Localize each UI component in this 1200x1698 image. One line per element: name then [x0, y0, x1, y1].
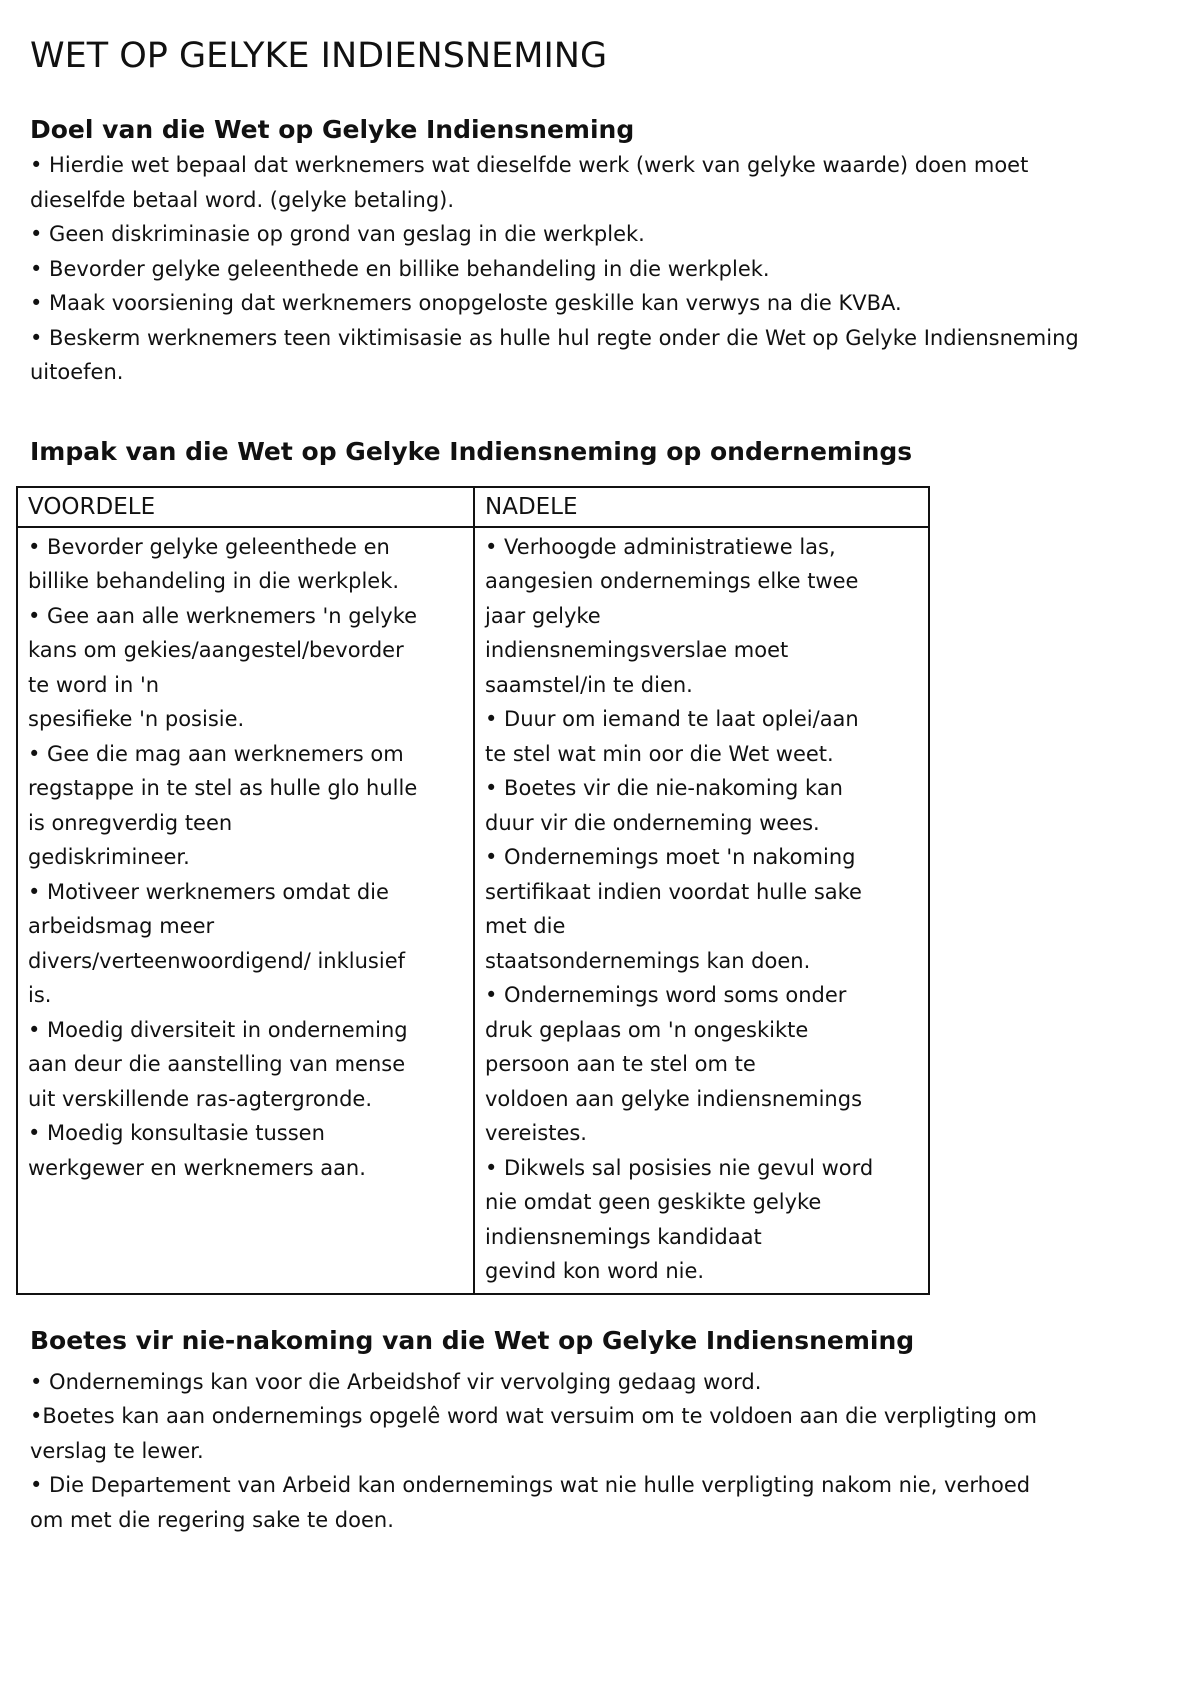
voordele-line: regstappe in te stel as hulle glo hulle — [28, 776, 418, 800]
voordele-line: • Motiveer werknemers omdat die — [28, 879, 389, 904]
nadele-line: te stel wat min oor die Wet weet. — [485, 741, 834, 766]
doel-line: • Maak voorsiening dat werknemers onopgeloste geskille kan verwys na die KVBA. — [30, 291, 902, 315]
nadele-line: indiensnemingsverslae moet — [485, 638, 789, 662]
nadele-line: • Ondernemings moet 'n nakoming — [485, 845, 856, 869]
voordele-line: • Bevorder gelyke geleenthede en — [28, 534, 390, 559]
doel-line: • Beskerm werknemers teen viktimisasie as hulle hul regte onder die Wet op Gelyke Indiensneming — [30, 325, 1079, 350]
voordele-line: uit verskillende ras-agtergronde. — [28, 1086, 373, 1111]
nadele-header: NADELE — [474, 487, 929, 527]
nadele-line: jaar gelyke — [485, 603, 601, 628]
boetes-line: • Ondernemings kan voor die Arbeidshof vir vervolging gedaag word. — [30, 1369, 762, 1394]
voordele-line: aan deur die aanstelling van mense — [28, 1052, 406, 1076]
nadele-line: nie omdat geen geskikte gelyke — [485, 1190, 822, 1214]
nadele-line: gevind kon word nie. — [485, 1259, 705, 1283]
nadele-cell — [474, 527, 929, 1294]
voordele-line: • Moedig konsultasie tussen — [28, 1121, 325, 1145]
voordele-line: te word in 'n — [28, 672, 160, 697]
boetes-line: om met die regering sake te doen. — [30, 1507, 394, 1532]
nadele-line: • Ondernemings word soms onder — [485, 983, 847, 1007]
nadele-line: • Boetes vir die nie-nakoming kan — [485, 776, 843, 800]
voordele-line: • Moedig diversiteit in onderneming — [28, 1017, 408, 1042]
section-boetes-body — [30, 1365, 1180, 1538]
voordele-line: is. — [28, 983, 52, 1007]
document-page — [30, 30, 1180, 1537]
voordele-line: • Gee die mag aan werknemers om — [28, 741, 404, 766]
nadele-line: staatsondernemings kan doen. — [485, 948, 811, 973]
boetes-line: •Boetes kan aan ondernemings opgelê word wat versuim om te voldoen aan die verpligting om — [30, 1404, 1037, 1428]
boetes-line: • Die Departement van Arbeid kan ondernemings wat nie hulle verpligting nakom nie, verhoed — [30, 1473, 1031, 1497]
table-header-row — [17, 487, 929, 527]
voordele-line: gediskrimineer. — [28, 845, 190, 869]
section-heading-boetes: Boetes vir nie-nakoming van die Wet op Gelyke Indiensneming — [30, 1325, 915, 1355]
nadele-line: voldoen aan gelyke indiensnemings — [485, 1086, 863, 1111]
doel-line: • Bevorder gelyke geleenthede en billike behandeling in die werkplek. — [30, 256, 770, 281]
section-heading-impak: Impak van die Wet op Gelyke Indiensneming op ondernemings — [30, 436, 913, 466]
voordele-line: spesifieke 'n posisie. — [28, 707, 245, 731]
doel-line: • Geen diskriminasie op grond van geslag in die werkplek. — [30, 222, 645, 246]
nadele-line: met die — [485, 914, 566, 938]
nadele-line: • Verhoogde administratiewe las, — [485, 534, 836, 559]
voordele-line: • Gee aan alle werknemers 'n gelyke — [28, 603, 418, 628]
voordele-header: VOORDELE — [17, 487, 474, 527]
nadele-line: vereistes. — [485, 1121, 587, 1145]
page-title: WET OP GELYKE INDIENSNEMING — [30, 36, 608, 76]
voordele-line: werkgewer en werknemers aan. — [28, 1155, 366, 1180]
nadele-line: indiensnemings kandidaat — [485, 1224, 762, 1249]
nadele-line: duur vir die onderneming wees. — [485, 810, 820, 835]
doel-line: • Hierdie wet bepaal dat werknemers wat dieselfde werk (werk van gelyke waarde) doen moet — [30, 153, 1029, 177]
table-row — [17, 527, 929, 1294]
nadele-line: druk geplaas om 'n ongeskikte — [485, 1017, 809, 1042]
boetes-line: verslag te lewer. — [30, 1438, 204, 1463]
section-heading-doel: Doel van die Wet op Gelyke Indiensneming — [30, 115, 635, 144]
doel-line: uitoefen. — [30, 360, 124, 384]
section-doel-body — [30, 148, 1180, 390]
nadele-line: saamstel/in te dien. — [485, 672, 693, 697]
nadele-line: aangesien ondernemings elke twee — [485, 569, 859, 593]
nadele-line: • Dikwels sal posisies nie gevul word — [485, 1155, 874, 1180]
nadele-line: persoon aan te stel om te — [485, 1052, 756, 1076]
voordele-line: kans om gekies/aangestel/bevorder — [28, 638, 404, 662]
voordele-cell — [17, 527, 474, 1294]
voordele-line: divers/verteenwoordigend/ inklusief — [28, 948, 406, 973]
nadele-line: sertifikaat indien voordat hulle sake — [485, 879, 862, 904]
voordele-line: billike behandeling in die werkplek. — [28, 569, 400, 593]
voordele-line: is onregverdig teen — [28, 810, 233, 835]
nadele-line: • Duur om iemand te laat oplei/aan — [485, 707, 859, 731]
voordele-line: arbeidsmag meer — [28, 914, 215, 938]
voordele-nadele-table — [16, 486, 930, 1295]
doel-line: dieselfde betaal word. (gelyke betaling). — [30, 187, 455, 212]
